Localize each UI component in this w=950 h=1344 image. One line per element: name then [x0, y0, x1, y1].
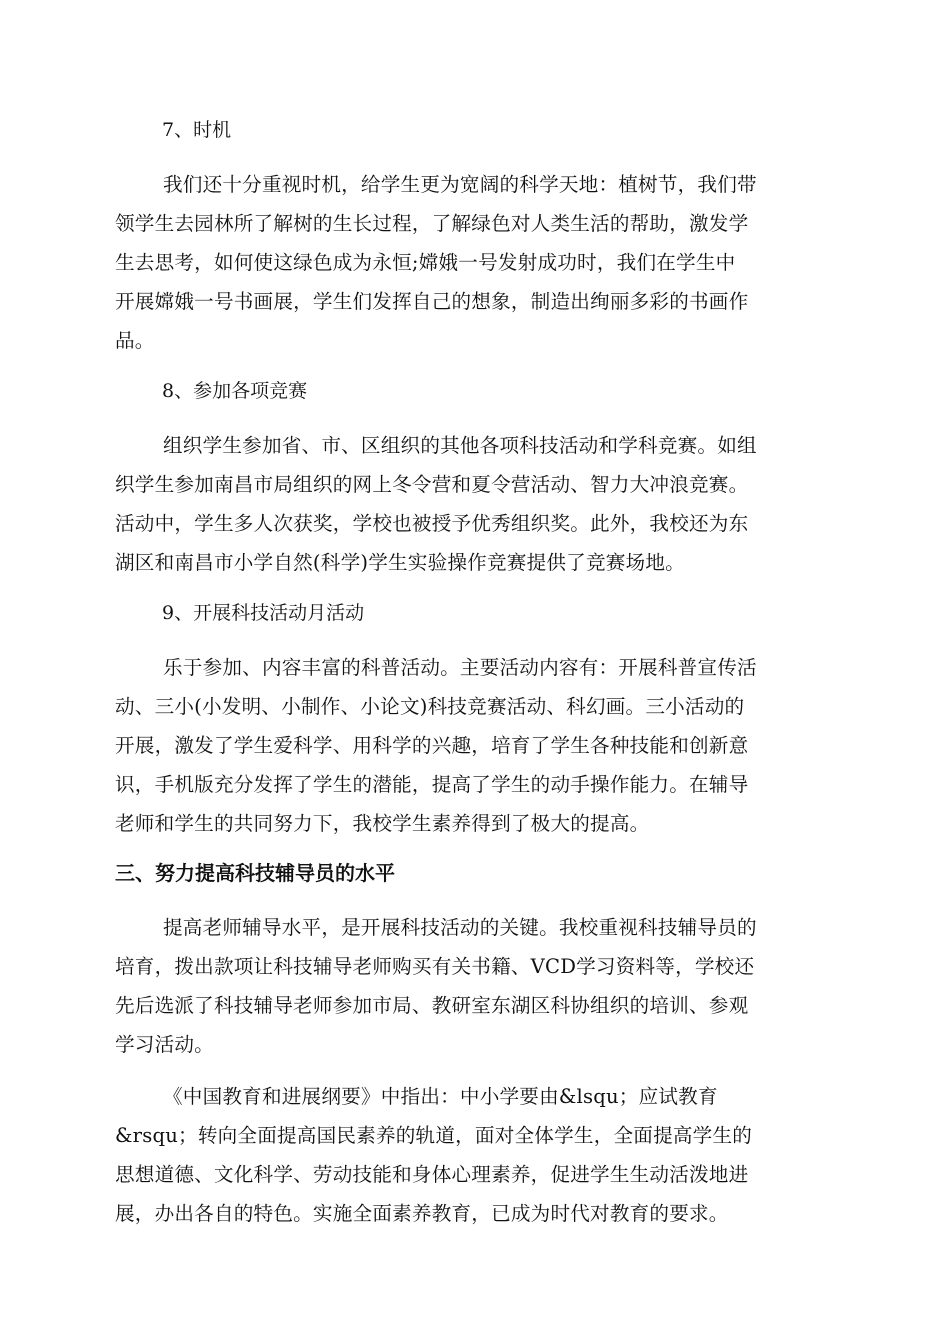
paragraph-line: 生去思考，如何使这绿色成为永恒;嫦娥一号发射成功时，我们在学生中 [115, 251, 736, 274]
paragraph-line: 品。 [115, 329, 155, 352]
paragraph-line: 组织学生参加省、市、区组织的其他各项科技活动和学科竞赛。如组 [163, 434, 757, 457]
paragraph-line: 领学生去园林所了解树的生长过程，了解绿色对人类生活的帮助，激发学 [115, 212, 749, 235]
section-title-counselors: 三、努力提高科技辅导员的水平 [115, 861, 395, 885]
paragraph-line: 湖区和南昌市小学自然(科学)学生实验操作竞赛提供了竞赛场地。 [115, 551, 685, 574]
paragraph-counselors [115, 908, 835, 1064]
paragraph-line: 提高老师辅导水平，是开展科技活动的关键。我校重视科技辅导员的 [163, 916, 757, 939]
paragraph-line: 开展，激发了学生爱科学、用科学的兴趣，培育了学生各种技能和创新意 [115, 734, 749, 757]
paragraph-line: 老师和学生的共同努力下，我校学生素养得到了极大的提高。 [115, 812, 650, 835]
paragraph-education-outline [115, 1077, 835, 1233]
paragraph-timing [115, 165, 835, 360]
paragraph-line: 思想道德、文化科学、劳动技能和身体心理素养，促进学生生动活泼地进 [115, 1163, 749, 1186]
paragraph-line: 动、三小(小发明、小制作、小论文)科技竞赛活动、科幻画。三小活动的 [115, 695, 745, 718]
paragraph-line: 我们还十分重视时机，给学生更为宽阔的科学天地：植树节，我们带 [163, 173, 757, 196]
paragraph-line: 活动中，学生多人次获奖，学校也被授予优秀组织奖。此外，我校还为东 [115, 512, 749, 535]
paragraph-line: 先后选派了科技辅导老师参加市局、教研室东湖区科协组织的培训、参观 [115, 994, 749, 1017]
paragraph-tech-month [115, 648, 835, 843]
paragraph-line: 展，办出各自的特色。实施全面素养教育，已成为时代对教育的要求。 [115, 1202, 729, 1225]
paragraph-line: 《中国教育和进展纲要》中指出：中小学要由&lsqu；应试教育 [163, 1085, 718, 1108]
paragraph-line: 培育，拨出款项让科技辅导老师购买有关书籍、VCD学习资料等，学校还 [115, 955, 755, 978]
heading-tech-month: 9、开展科技活动月活动 [162, 602, 365, 624]
paragraph-line: 织学生参加南昌市局组织的网上冬令营和夏令营活动、智力大冲浪竞赛。 [115, 473, 749, 496]
heading-competitions: 8、参加各项竞赛 [162, 380, 308, 402]
paragraph-line: 乐于参加、内容丰富的科普活动。主要活动内容有：开展科普宣传活 [163, 656, 757, 679]
paragraph-line: 识，手机版充分发挥了学生的潜能，提高了学生的动手操作能力。在辅导 [115, 773, 749, 796]
paragraph-line: 开展嫦娥一号书画展，学生们发挥自己的想象，制造出绚丽多彩的书画作 [115, 290, 749, 313]
heading-timing: 7、时机 [162, 119, 232, 141]
paragraph-competitions [115, 426, 835, 582]
paragraph-line: &rsqu；转向全面提高国民素养的轨道，面对全体学生，全面提高学生的 [115, 1124, 753, 1147]
paragraph-line: 学习活动。 [115, 1033, 214, 1056]
